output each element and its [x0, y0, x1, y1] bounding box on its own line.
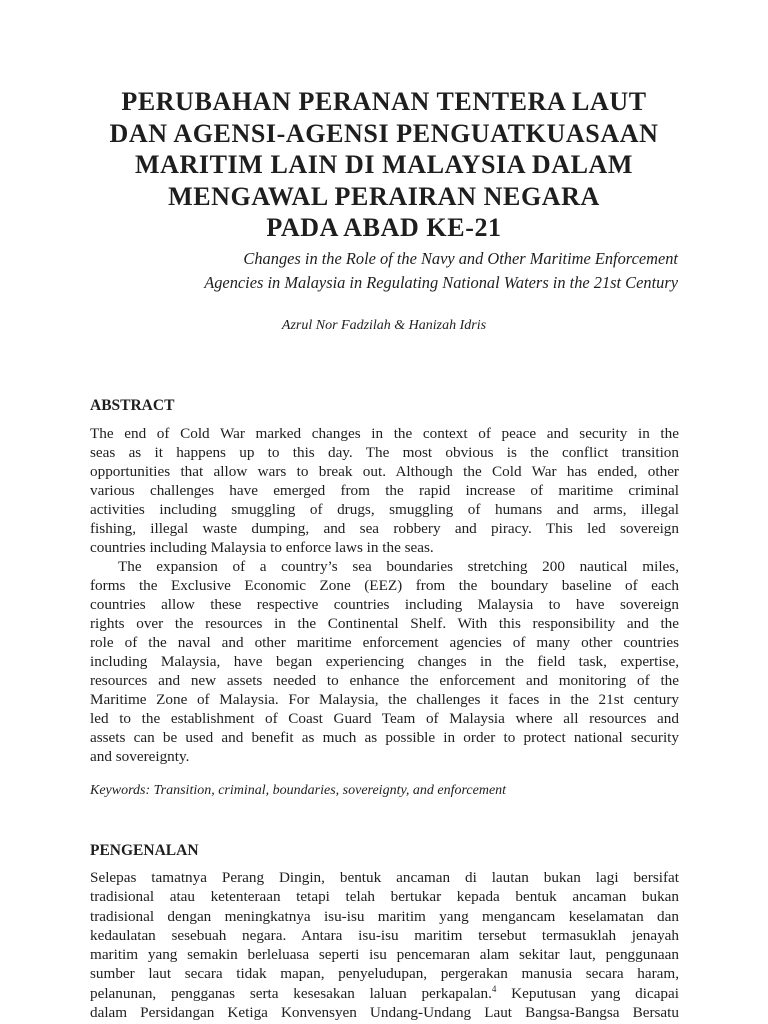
text-line-with-footnote	[90, 984, 679, 1003]
abstract-body	[90, 424, 679, 766]
title-line: MARITIM LAIN DI MALAYSIA DALAM	[134, 150, 634, 179]
text-line: led to the establishment of Coast Guard Team of Malaysia where all resources and	[90, 710, 679, 727]
text-line: forms the Exclusive Economic Zone (EEZ) from the boundary baseline of each	[90, 577, 679, 594]
keywords: Keywords: Transition, criminal, boundaries, sovereignty, and enforcement	[90, 783, 507, 798]
text-line: role of the naval and other maritime enforcement agencies of many other countries	[90, 634, 679, 651]
text-line: fishing, illegal waste dumping, and sea robbery and piracy. This led sovereign	[90, 520, 679, 537]
title-line: MENGAWAL PERAIRAN NEGARA	[168, 181, 600, 211]
text-line: including Malaysia, have began experiencing changes in the field task, expertise,	[90, 653, 679, 670]
text-line: opportunities that allow wars to break out. Although the Cold War has ended, other	[90, 463, 679, 480]
text-line: tradisional dengan meningkatnya isu-isu maritim yang mengancam keselamatan dan	[90, 907, 679, 925]
text-fragment: Keputusan yang dicapai	[496, 984, 679, 1002]
text-line: assets can be used and benefit as much as possible in order to protect national security	[90, 729, 679, 746]
text-line: maritim yang semakin berleluasa seperti isu pencemaran alam sekitar laut, penggunaan	[90, 946, 679, 964]
english-subtitle	[60, 247, 738, 295]
text-line: The expansion of a country’s sea boundaries stretching 200 nautical miles,	[118, 558, 679, 575]
text-line: kedaulatan sesebuah negara. Antara isu-isu maritim tersebut termasuklah jenayah	[90, 926, 679, 944]
text-line: rights over the resources in the Continental Shelf. With this responsibility and the	[90, 615, 679, 632]
text-line: and sovereignty.	[90, 748, 190, 765]
footnote-marker[interactable]: 4	[491, 983, 497, 994]
text-line: dalam Persidangan Ketiga Konvensyen Undang-Undang Laut Bangsa-Bangsa Bersatu	[90, 1004, 679, 1022]
article-title	[60, 86, 708, 244]
pengenalan-heading: PENGENALAN	[90, 842, 199, 859]
authors: Azrul Nor Fadzilah & Hanizah Idris	[281, 318, 487, 333]
text-line: seas as it happens up to this day. The most obvious is the conflict transition	[90, 444, 679, 461]
subtitle-line: Agencies in Malaysia in Regulating National Waters in the 21st Century	[204, 273, 678, 292]
text-line: The end of Cold War marked changes in the context of peace and security in the	[90, 425, 679, 442]
text-line: countries including Malaysia to enforce laws in the seas.	[90, 539, 434, 556]
subtitle-line: Changes in the Role of the Navy and Other Maritime Enforcement	[243, 249, 678, 268]
abstract-heading: ABSTRACT	[90, 397, 175, 414]
text-line: Selepas tamatnya Perang Dingin, bentuk ancaman di lautan bukan lagi bersifat	[90, 869, 679, 886]
text-line: tradisional atau ketenteraan tetapi telah bertukar kepada bentuk ancaman bukan	[90, 888, 679, 906]
text-line: Maritime Zone of Malaysia. For Malaysia, the challenges it faces in the 21st century	[90, 691, 679, 708]
text-line: activities including smuggling of drugs, smuggling of humans and arms, illegal	[90, 501, 679, 518]
abstract-paragraph-2	[90, 557, 679, 766]
title-line: PADA ABAD KE-21	[266, 213, 502, 242]
abstract-paragraph-1	[90, 424, 679, 557]
title-line: PERUBAHAN PERANAN TENTERA LAUT	[121, 87, 647, 116]
pengenalan-paragraph	[90, 868, 679, 1022]
title-line: DAN AGENSI-AGENSI PENGUATKUASAAN	[109, 118, 659, 148]
text-line: sumber laut secara tidak mapan, penyeludupan, pergerakan manusia secara haram,	[90, 965, 679, 983]
pengenalan-body	[90, 868, 679, 1022]
text-line: various challenges have emerged from the rapid increase of maritime criminal	[90, 482, 679, 499]
text-line: countries allow these respective countries including Malaysia to have sovereign	[90, 596, 679, 613]
text-line: resources and new assets needed to enhance the enforcement and monitoring of the	[90, 672, 679, 689]
text-fragment: pelanunan, pengganas serta kesesakan laluan perkapalan.	[90, 984, 492, 1002]
